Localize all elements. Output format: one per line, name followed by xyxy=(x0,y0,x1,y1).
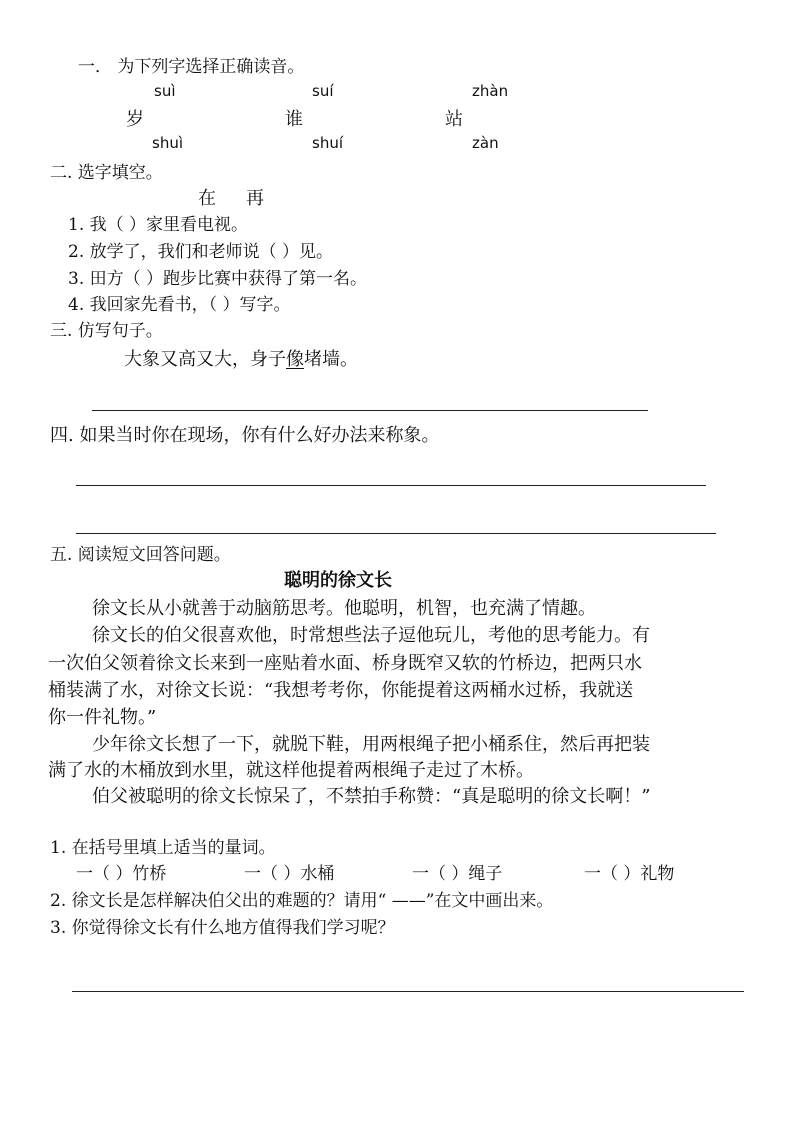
sentence-part: 大象又高又大，身子 xyxy=(124,349,286,370)
section2-heading: 二. 选字填空。 xyxy=(50,163,163,183)
measure-blank: 一（ ）竹桥 xyxy=(76,864,167,884)
measure-blank: 一（ ）礼物 xyxy=(584,864,675,884)
fill-item: 1. 我（ ）家里看电视。 xyxy=(68,215,249,235)
example-sentence xyxy=(124,345,358,371)
passage-line: 满了水的木桶放到水里，就这样他提着两根绳子走过了木桥。 xyxy=(48,760,534,781)
character: 岁 xyxy=(126,109,144,130)
section3-heading: 三. 仿写句子。 xyxy=(50,321,163,341)
section1-heading: 一． 为下列字选择正确读音。 xyxy=(78,57,305,77)
answer-line[interactable] xyxy=(72,991,744,992)
question-2: 2. 徐文长是怎样解决伯父出的难题的？请用“ ——”在文中画出来。 xyxy=(50,891,554,911)
answer-line[interactable] xyxy=(76,485,706,486)
question-1: 1. 在括号里填上适当的量词。 xyxy=(50,838,276,858)
answer-line[interactable] xyxy=(76,533,716,534)
section5-heading: 五. 阅读短文回答问题。 xyxy=(50,545,231,565)
choice-char: 再 xyxy=(246,188,264,209)
pinyin-option: suì xyxy=(154,82,176,100)
pinyin-option: zàn xyxy=(472,134,499,152)
passage-line: 徐文长的伯父很喜欢他，时常想些法子逗他玩儿，考他的思考能力。有 xyxy=(92,625,650,646)
pinyin-option: shuì xyxy=(152,134,183,152)
passage-line: 桶装满了水，对徐文长说：“我想考考你，你能提着这两桶水过桥，我就送 xyxy=(48,680,634,701)
pinyin-option: suí xyxy=(312,82,334,100)
choice-char: 在 xyxy=(198,188,216,209)
fill-item: 2. 放学了，我们和老师说（ ）见。 xyxy=(68,242,334,262)
fill-item: 4. 我回家先看书，（ ）写字。 xyxy=(68,295,291,315)
sentence-underlined: 像 xyxy=(286,349,304,370)
passage-line: 徐文长从小就善于动脑筋思考。他聪明，机智，也充满了情趣。 xyxy=(92,598,596,619)
passage-line: 一次伯父领着徐文长来到一座贴着水面、桥身既窄又软的竹桥边，把两只水 xyxy=(48,653,642,674)
fill-item: 3. 田方（ ）跑步比赛中获得了第一名。 xyxy=(68,269,368,289)
passage-line: 伯父被聪明的徐文长惊呆了，不禁拍手称赞：“真是聪明的徐文长啊！” xyxy=(92,786,651,807)
question-3: 3. 你觉得徐文长有什么地方值得我们学习呢？ xyxy=(50,918,395,938)
answer-line[interactable] xyxy=(92,410,648,411)
passage-title: 聪明的徐文长 xyxy=(284,570,392,591)
pinyin-option: shuí xyxy=(312,134,343,152)
passage-line: 少年徐文长想了一下，就脱下鞋，用两根绳子把小桶系住，然后再把装 xyxy=(92,734,650,755)
section4-heading: 四. 如果当时你在现场，你有什么好办法来称象。 xyxy=(50,425,440,446)
character: 站 xyxy=(445,109,463,130)
passage-line: 你一件礼物。” xyxy=(48,707,157,728)
character: 谁 xyxy=(285,109,303,130)
measure-blank: 一（ ）水桶 xyxy=(244,864,335,884)
pinyin-option: zhàn xyxy=(472,82,509,100)
measure-blank: 一（ ）绳子 xyxy=(412,864,503,884)
sentence-part: 堵墙。 xyxy=(304,349,358,370)
